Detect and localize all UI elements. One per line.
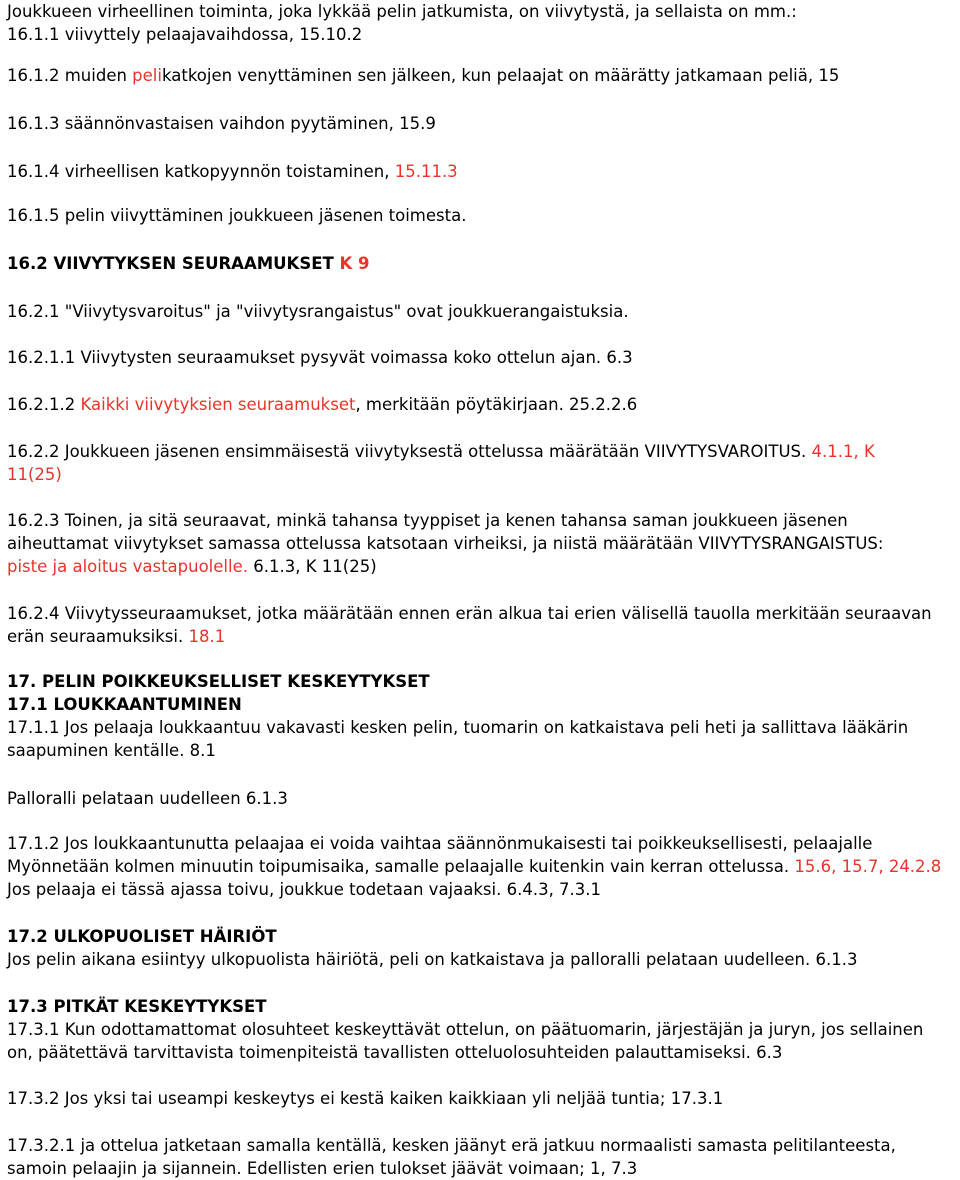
rule-paragraph [7, 1134, 960, 1180]
text-segment: erän seuraamuksiksi. [7, 627, 189, 646]
text-line [7, 925, 960, 948]
rule-paragraph [7, 1018, 960, 1064]
text-segment: 17. PELIN POIKKEUKSELLISET KESKEYTYKSET [7, 672, 430, 691]
text-segment: 17.2 ULKOPUOLISET HÄIRIÖT [7, 927, 277, 946]
rule-paragraph [7, 346, 960, 369]
rule-paragraph [7, 64, 960, 87]
text-line [7, 995, 960, 1018]
text-line [7, 739, 960, 762]
section-heading [7, 670, 960, 716]
rule-paragraph [7, 393, 960, 416]
highlighted-reference: K 9 [339, 254, 370, 273]
highlighted-reference: Kaikki viivytyksien seuraamukset [80, 395, 356, 414]
text-segment: 16.2 VIIVYTYKSEN SEURAAMUKSET [7, 254, 340, 273]
text-line [7, 0, 960, 23]
rule-paragraph [7, 832, 960, 901]
text-segment: katkojen venyttäminen sen jälkeen, kun pelaajat on määrätty jatkamaan peliä, 15 [161, 66, 840, 85]
text-line [7, 160, 960, 183]
text-segment: 17.3.2 Jos yksi tai useampi keskeytys ei kestä kaiken kaikkiaan yli neljää tuntia; 17.3.1 [7, 1089, 724, 1108]
text-line [7, 64, 960, 87]
text-segment: 17.3.1 Kun odottamattomat olosuhteet keskeyttävät ottelun, on päätuomarin, järjestäjän ja juryn, jos sellainen [7, 1020, 924, 1039]
rule-paragraph [7, 204, 960, 227]
text-segment: 17.3 PITKÄT KESKEYTYKSET [7, 997, 267, 1016]
rule-paragraph [7, 509, 960, 578]
text-segment: 16.1.2 muiden [7, 66, 133, 85]
text-segment: 16.2.1.1 Viivytysten seuraamukset pysyvät voimassa koko ottelun ajan. 6.3 [7, 348, 633, 367]
text-line [7, 716, 960, 739]
rule-paragraph [7, 787, 960, 810]
rule-paragraph [7, 948, 960, 971]
text-segment: samoin pelaajin ja sijannein. Edellisten erien tulokset jäävät voimaan; 1, 7.3 [7, 1159, 638, 1178]
text-line [7, 602, 960, 625]
rule-paragraph [7, 300, 960, 323]
text-segment: Myönnetään kolmen minuutin toipumisaika, samalle pelaajalle kuitenkin vain kerran ottelussa. [7, 857, 795, 876]
rule-paragraph [7, 1087, 960, 1110]
section-heading [7, 995, 960, 1018]
text-line [7, 1157, 960, 1180]
text-segment: 16.1.4 virheellisen katkopyynnön toistaminen, [7, 162, 395, 181]
rule-paragraph [7, 602, 960, 648]
text-line [7, 23, 960, 46]
text-segment: 17.1.1 Jos pelaaja loukkaantuu vakavasti kesken pelin, tuomarin on katkaistava peli heti ja sallittava lääkärin [7, 718, 909, 737]
text-line [7, 625, 960, 648]
text-line [7, 555, 960, 578]
text-line [7, 787, 960, 810]
highlighted-reference: 4.1.1, K [811, 442, 875, 461]
text-line [7, 346, 960, 369]
text-line [7, 300, 960, 323]
text-line [7, 204, 960, 227]
text-segment: 16.2.2 Joukkueen jäsenen ensimmäisestä viivytyksestä ottelussa määrätään VIIVYTYSVAROITUS. [7, 442, 812, 461]
text-segment: 16.1.1 viivyttely pelaajavaihdossa, 15.10.2 [7, 25, 363, 44]
text-segment: aiheuttamat viivytykset samassa ottelussa katsotaan virheiksi, ja niistä määrätään VIIVYTYSRANGAISTUS: [7, 534, 884, 553]
text-line [7, 463, 960, 486]
text-line [7, 1041, 960, 1064]
text-line [7, 855, 960, 878]
highlighted-reference: piste ja aloitus vastapuolelle. [7, 557, 248, 576]
rule-paragraph [7, 112, 960, 135]
text-segment: 16.1.5 pelin viivyttäminen joukkueen jäsenen toimesta. [7, 206, 467, 225]
text-line [7, 532, 960, 555]
text-segment: 16.2.1 "Viivytysvaroitus" ja "viivytysrangaistus" ovat joukkuerangaistuksia. [7, 302, 629, 321]
text-line [7, 1018, 960, 1041]
text-segment: 16.2.1.2 [7, 395, 81, 414]
text-segment: 16.1.3 säännönvastaisen vaihdon pyytäminen, 15.9 [7, 114, 436, 133]
text-line [7, 252, 960, 275]
text-segment: 16.2.4 Viivytysseuraamukset, jotka määrätään ennen erän alkua tai erien välisellä tauolla merkitään seuraavan [7, 604, 932, 623]
rule-paragraph [7, 0, 960, 46]
rule-paragraph [7, 716, 960, 762]
highlighted-reference: 18.1 [188, 627, 226, 646]
text-segment: Joukkueen virheellinen toiminta, joka lykkää pelin jatkumista, on viivytystä, ja sellaista on mm.: [7, 2, 797, 21]
text-segment: Palloralli pelataan uudelleen 6.1.3 [7, 789, 288, 808]
highlighted-reference: 15.11.3 [394, 162, 458, 181]
text-line [7, 1134, 960, 1157]
text-line [7, 878, 960, 901]
rule-paragraph [7, 440, 960, 486]
highlighted-reference: 11(25) [7, 465, 62, 484]
text-line [7, 1087, 960, 1110]
text-line [7, 393, 960, 416]
text-segment: 17.1 LOUKKAANTUMINEN [7, 695, 242, 714]
text-segment: saapuminen kentälle. 8.1 [7, 741, 216, 760]
section-heading [7, 252, 960, 275]
text-line [7, 509, 960, 532]
rule-paragraph [7, 160, 960, 183]
text-segment: Jos pelin aikana esiintyy ulkopuolista häiriötä, peli on katkaistava ja palloralli pelataan uudelleen. 6.1.3 [7, 950, 858, 969]
text-line [7, 948, 960, 971]
text-segment: 17.1.2 Jos loukkaantunutta pelaajaa ei voida vaihtaa säännönmukaisesti tai poikkeuksellisesti, pelaajalle [7, 834, 873, 853]
text-segment: 6.1.3, K 11(25) [247, 557, 377, 576]
text-segment: 17.3.2.1 ja ottelua jatketaan samalla kentällä, kesken jäänyt erä jatkuu normaalisti samasta pelitilanteesta, [7, 1136, 896, 1155]
text-line [7, 670, 960, 693]
highlighted-reference: peli [132, 66, 162, 85]
text-segment: on, päätettävä tarvittavista toimenpiteistä tavallisten otteluolosuhteiden palauttamiseksi. 6.3 [7, 1043, 783, 1062]
text-line [7, 112, 960, 135]
section-heading [7, 925, 960, 948]
text-segment: , merkitään pöytäkirjaan. 25.2.2.6 [355, 395, 638, 414]
text-segment: Jos pelaaja ei tässä ajassa toivu, joukkue todetaan vajaaksi. 6.4.3, 7.3.1 [7, 880, 602, 899]
highlighted-reference: 15.6, 15.7, 24.2.8 [794, 857, 942, 876]
text-segment: 16.2.3 Toinen, ja sitä seuraavat, minkä tahansa tyyppiset ja kenen tahansa saman joukkueen jäsenen [7, 511, 848, 530]
text-line [7, 440, 960, 463]
text-line [7, 693, 960, 716]
text-line [7, 832, 960, 855]
